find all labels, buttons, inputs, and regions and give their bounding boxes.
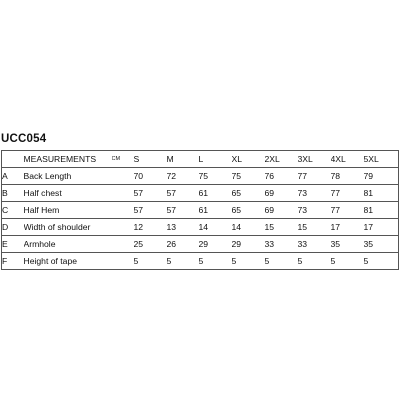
table-row-back-length: [2, 168, 399, 185]
table-row-half-hem: [2, 202, 399, 219]
row-unit-cell: [112, 236, 134, 253]
value-cell: 57: [134, 202, 167, 219]
value-cell: 73: [298, 202, 331, 219]
row-letter: E: [2, 236, 24, 253]
value-cell: 5: [298, 253, 331, 270]
table-row-width-of-shoulder: [2, 219, 399, 236]
size-header-4xl: 4XL: [331, 151, 364, 168]
value-cell: 5: [167, 253, 199, 270]
value-cell: 15: [265, 219, 298, 236]
value-cell: 61: [199, 185, 232, 202]
value-cell: 81: [364, 185, 399, 202]
value-cell: 77: [331, 202, 364, 219]
value-cell: 12: [134, 219, 167, 236]
value-cell: 33: [265, 236, 298, 253]
row-unit-cell: [112, 253, 134, 270]
value-cell: 26: [167, 236, 199, 253]
value-cell: 35: [331, 236, 364, 253]
row-letter: F: [2, 253, 24, 270]
row-letter: A: [2, 168, 24, 185]
size-header-xl: XL: [232, 151, 265, 168]
row-letter: B: [2, 185, 24, 202]
value-cell: 69: [265, 185, 298, 202]
value-cell: 61: [199, 202, 232, 219]
value-cell: 75: [232, 168, 265, 185]
value-cell: 29: [232, 236, 265, 253]
value-cell: 5: [199, 253, 232, 270]
value-cell: 33: [298, 236, 331, 253]
header-unit-label: CM: [112, 151, 134, 168]
table-header-row: [2, 151, 399, 168]
value-cell: 76: [265, 168, 298, 185]
value-cell: 65: [232, 202, 265, 219]
value-cell: 79: [364, 168, 399, 185]
size-header-2xl: 2XL: [265, 151, 298, 168]
header-letter-cell: [2, 151, 24, 168]
size-header-s: S: [134, 151, 167, 168]
value-cell: 14: [199, 219, 232, 236]
table-row-half-chest: [2, 185, 399, 202]
value-cell: 25: [134, 236, 167, 253]
size-header-3xl: 3XL: [298, 151, 331, 168]
value-cell: 13: [167, 219, 199, 236]
value-cell: 65: [232, 185, 265, 202]
row-label: Half chest: [24, 185, 112, 202]
row-label: Armhole: [24, 236, 112, 253]
value-cell: 14: [232, 219, 265, 236]
size-header-l: L: [199, 151, 232, 168]
value-cell: 69: [265, 202, 298, 219]
value-cell: 75: [199, 168, 232, 185]
value-cell: 5: [364, 253, 399, 270]
table-row-height-of-tape: [2, 253, 399, 270]
value-cell: 77: [298, 168, 331, 185]
row-label: Height of tape: [24, 253, 112, 270]
row-label: Width of shoulder: [24, 219, 112, 236]
value-cell: 57: [167, 185, 199, 202]
row-letter: D: [2, 219, 24, 236]
value-cell: 78: [331, 168, 364, 185]
row-unit-cell: [112, 202, 134, 219]
value-cell: 17: [364, 219, 399, 236]
value-cell: 57: [167, 202, 199, 219]
value-cell: 17: [331, 219, 364, 236]
header-measurements-label: MEASUREMENTS: [24, 151, 112, 168]
value-cell: 72: [167, 168, 199, 185]
value-cell: 77: [331, 185, 364, 202]
value-cell: 5: [331, 253, 364, 270]
row-unit-cell: [112, 219, 134, 236]
row-label: Back Length: [24, 168, 112, 185]
size-header-5xl: 5XL: [364, 151, 399, 168]
value-cell: 5: [265, 253, 298, 270]
row-letter: C: [2, 202, 24, 219]
value-cell: 70: [134, 168, 167, 185]
value-cell: 81: [364, 202, 399, 219]
size-chart-table: [1, 150, 399, 270]
value-cell: 15: [298, 219, 331, 236]
value-cell: 5: [134, 253, 167, 270]
table-row-armhole: [2, 236, 399, 253]
row-unit-cell: [112, 168, 134, 185]
value-cell: 5: [232, 253, 265, 270]
value-cell: 29: [199, 236, 232, 253]
value-cell: 35: [364, 236, 399, 253]
size-header-m: M: [167, 151, 199, 168]
row-label: Half Hem: [24, 202, 112, 219]
row-unit-cell: [112, 185, 134, 202]
product-code-title: UCC054: [1, 133, 47, 145]
value-cell: 57: [134, 185, 167, 202]
value-cell: 73: [298, 185, 331, 202]
